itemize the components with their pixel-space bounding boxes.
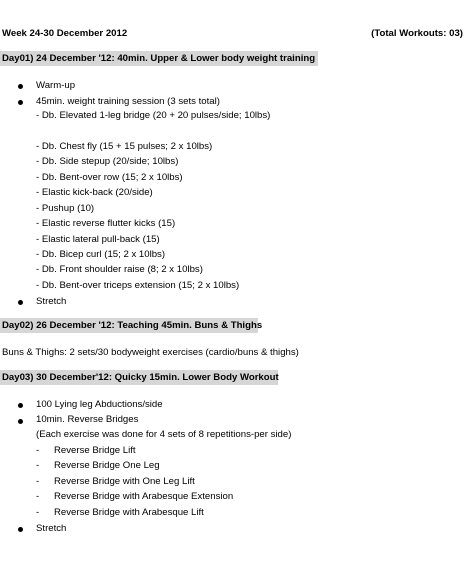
day3-bridge-item xyxy=(36,489,233,505)
bullet-dot xyxy=(18,527,23,532)
day3-bullet-abductions: 100 Lying leg Abductions/side xyxy=(36,399,163,410)
week-heading xyxy=(2,26,463,40)
day1-exercise: - Db. Bicep curl (15; 2 x 10lbs) xyxy=(36,249,166,260)
dash-marker: - xyxy=(36,491,40,502)
bullet-dot xyxy=(18,300,23,305)
day1-exercise: - Db. Bent-over row (15; 2 x 10lbs) xyxy=(36,172,183,183)
total-workouts: (Total Workouts: 03) xyxy=(371,28,463,39)
day1-exercise: - Pushup (10) xyxy=(36,203,95,214)
bridge-label: Reverse Bridge with Arabesque Lift xyxy=(54,507,204,518)
day3-bridge-item xyxy=(36,505,204,521)
bullet-dot xyxy=(18,84,23,89)
dash-marker: - xyxy=(36,507,40,518)
day1-exercise: - Elastic lateral pull-back (15) xyxy=(36,234,160,245)
bridge-label: Reverse Bridge One Leg xyxy=(54,460,160,471)
day1-bullet-session: 45min. weight training session (3 sets total) xyxy=(36,96,220,107)
day1-exercise: - Elastic kick-back (20/side) xyxy=(36,187,153,198)
day3-note: (Each exercise was done for 4 sets of 8 repetitions-per side) xyxy=(36,429,292,440)
day2-description: Buns & Thighs: 2 sets/30 bodyweight exercises (cardio/buns & thighs) xyxy=(2,347,299,358)
dash-marker: - xyxy=(36,460,40,471)
day1-bullet-warmup: Warm-up xyxy=(36,80,76,91)
bridge-label: Reverse Bridge Lift xyxy=(54,445,136,456)
day1-exercise: - Db. Chest fly (15 + 15 pulses; 2 x 10lbs) xyxy=(36,141,213,152)
bullet-dot xyxy=(18,419,23,424)
day3-bullet-bridges: 10min. Reverse Bridges xyxy=(36,414,139,425)
day1-bullet-stretch: Stretch xyxy=(36,296,67,307)
bridge-label: Reverse Bridge with One Leg Lift xyxy=(54,476,195,487)
day1-exercise: - Db. Side stepup (20/side; 10lbs) xyxy=(36,156,179,167)
bridge-label: Reverse Bridge with Arabesque Extension xyxy=(54,491,234,502)
day3-bridge-item xyxy=(36,458,160,474)
dash-marker: - xyxy=(36,445,40,456)
day3-header: Day03) 30 December'12: Quicky 15min. Lower Body Workout xyxy=(2,372,279,383)
day1-exercise: - Elastic reverse flutter kicks (15) xyxy=(36,218,176,229)
week-title: Week 24-30 December 2012 xyxy=(2,28,128,39)
bullet-dot xyxy=(18,100,23,105)
day1-exercise: - Db. Bent-over triceps extension (15; 2 x 10lbs) xyxy=(36,280,240,291)
day1-exercise: - Db. Front shoulder raise (8; 2 x 10lbs) xyxy=(36,264,203,275)
day3-bridge-item xyxy=(36,474,195,490)
day3-bullet-stretch: Stretch xyxy=(36,523,67,534)
day1-exercise: - Db. Elevated 1-leg bridge (20 + 20 pulses/side; 10lbs) xyxy=(36,110,271,121)
day3-bridge-item xyxy=(36,443,136,459)
bullet-dot xyxy=(18,403,23,408)
day2-header: Day02) 26 December '12: Teaching 45min. Buns & Thighs xyxy=(2,320,263,331)
day1-header: Day01) 24 December '12: 40min. Upper & Lower body weight training xyxy=(0,51,318,66)
dash-marker: - xyxy=(36,476,40,487)
